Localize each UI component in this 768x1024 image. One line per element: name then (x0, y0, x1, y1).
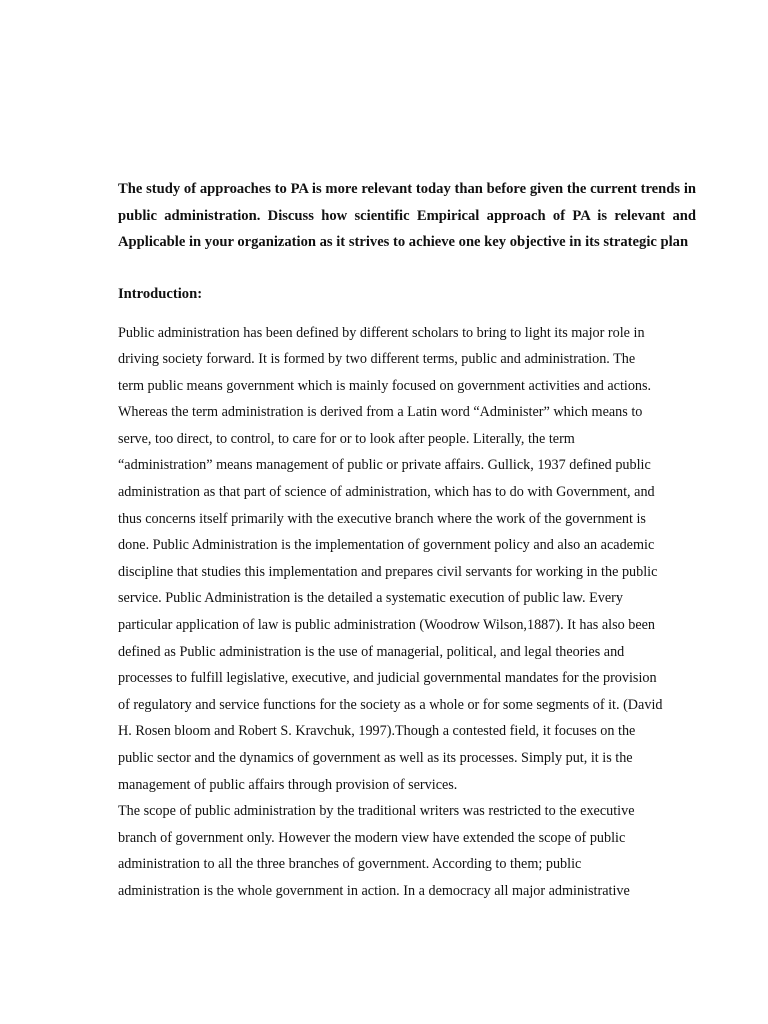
paragraph-line: branch of government only. However the modern view have extended the scope of public (118, 829, 626, 846)
paragraph-line: administration as that part of science of administration, which has to do with Government, and (118, 484, 655, 501)
question-line: its strategic plan (585, 234, 689, 250)
paragraph-line: term public means government which is mainly focused on government activities and actions. (118, 377, 652, 394)
paragraph-line: defined as Public administration is the use of managerial, political, and legal theories and (118, 643, 625, 660)
paragraph-line: management of public affairs through provision of services. (118, 776, 458, 793)
question-line: The study of approaches to PA is more relevant today than before given the current (118, 181, 637, 197)
question-line: relevant and Applicable in your organization as it strives to achieve one key objective in (118, 207, 696, 250)
paragraph-line: processes to fulfill legislative, executive, and judicial governmental mandates for the provision (118, 670, 657, 687)
paragraph-line: “administration” means management of public or private affairs. Gullick, 1937 defined public (118, 457, 651, 474)
paragraph-line: done. Public Administration is the implementation of government policy and also an academic (118, 537, 655, 554)
question-heading (118, 176, 696, 256)
paragraph-line: administration to all the three branches of government. According to them; public (118, 856, 582, 873)
paragraph-line: public sector and the dynamics of government as well as its processes. Simply put, it is the (118, 750, 633, 766)
paragraph-line: thus concerns itself primarily with the executive branch where the work of the government is (118, 510, 646, 527)
paragraph-line: of regulatory and service functions for the society as a whole or for some segments of it. (David (118, 696, 663, 713)
paragraph-line: particular application of law is public administration (Woodrow Wilson,1887). It has also been (118, 617, 656, 634)
paragraph-1 (118, 320, 698, 799)
paragraph-line: serve, too direct, to control, to care for or to look after people. Literally, the term (118, 430, 575, 447)
paragraph-line: service. Public Administration is the detailed a systematic execution of public law. Every (118, 590, 623, 607)
paragraph-line: H. Rosen bloom and Robert S. Kravchuk, 1997).Though a contested field, it focuses on the (118, 723, 636, 740)
paragraph-line: Public administration has been defined by different scholars to bring to light its major role in (118, 324, 645, 341)
paragraph-line: driving society forward. It is formed by two different terms, public and administration. The (118, 351, 636, 368)
question-line: trends in public administration. Discuss how scientific Empirical approach of PA is (118, 181, 696, 224)
paragraph-line: The scope of public administration by the traditional writers was restricted to the executive (118, 803, 635, 820)
paragraph-line: administration is the whole government in action. In a democracy all major administrative (118, 882, 630, 899)
paragraph-line: Whereas the term administration is derived from a Latin word “Administer” which means to (118, 404, 643, 421)
introduction-heading: Introduction: (118, 285, 203, 302)
paragraph-line: discipline that studies this implementation and prepares civil servants for working in the public (118, 563, 658, 580)
document-page (118, 176, 696, 905)
paragraph-2 (118, 798, 698, 904)
